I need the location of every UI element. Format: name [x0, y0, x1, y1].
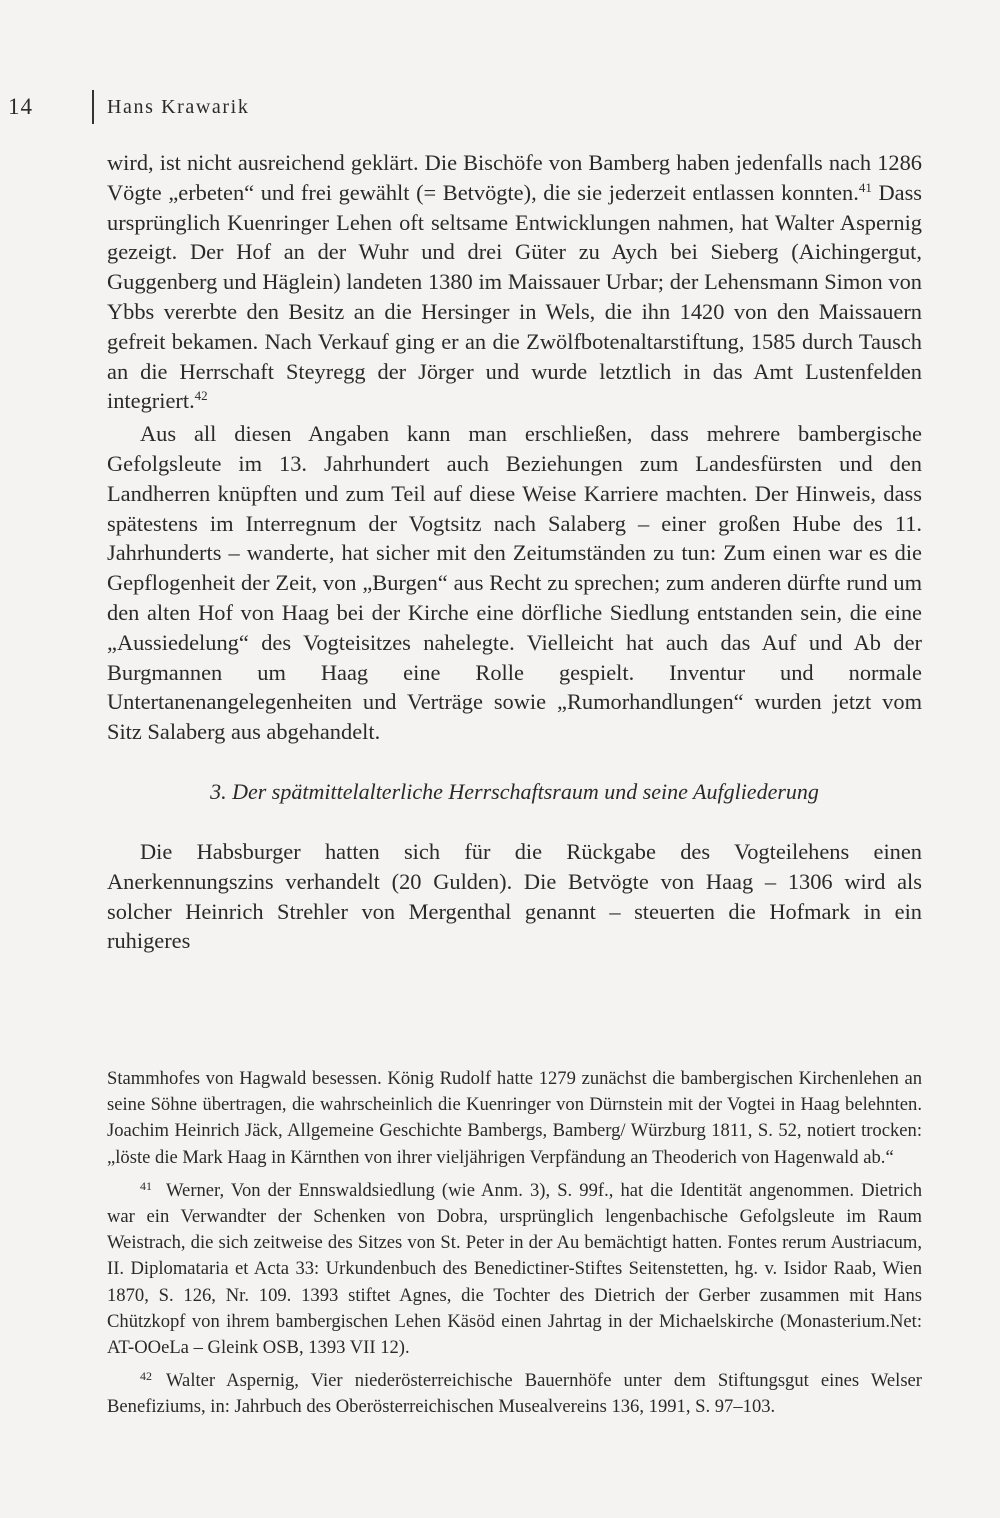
paragraph-3: Die Habsburger hatten sich für die Rückgabe des Vogteilehens einen Anerkennungszins verhandelt (20 Gulden). Die Betvögte von Haag – 1306 wird als solcher Heinrich Strehler von Mergenthal genannt – steuerten die Hofmark in ein ruhigeres [107, 838, 922, 954]
footnotes [107, 1066, 922, 1421]
footnote-41 [107, 1173, 922, 1361]
footnote-ref-41[interactable]: 41 [858, 180, 872, 195]
main-text [107, 148, 922, 956]
running-author: Hans Krawarik [107, 96, 250, 118]
footnote-number-41: 41 [140, 1178, 152, 1193]
footnote-text-41: Werner, Von der Ennswaldsiedlung (wie Anm. 3), S. 99f., hat die Identität angenommen. Dietrich war ein Verwandter der Schenken von Dobra, ursprünglich lengenbachische Gefolgsleute im Raum Weistrach, die sich zeitweise des Sitzes von St. Peter in der Au bemächtigt hatten. Fontes rerum Austriacum, II. Diplomataria et Acta 33: Urkundenbuch des Benedictiner-Stiftes Seitenstetten, hg. v. Isidor Raab, Wien 1870, S. 126, Nr. 109. 1393 stiftet Agnes, die Tochter des Dietrich der Gerber zusammen mit Hans Chützkopf von ihrem bambergischen Lehen Käsöd einen Jahrtag in der Michaelskirche (Monasterium.Net: AT-OOeLa – Gleink OSB, 1393 VII 12). [107, 1179, 922, 1359]
paragraph-2: Aus all diesen Angaben kann man erschließen, dass mehrere bambergische Gefolgsleute im 13. Jahrhundert auch Beziehungen zum Landesfürsten und den Landherren knüpften und zum Teil auf diese Weise Karriere machten. Der Hinweis, dass spätestens im Interregnum der Vogtsitz nach Salaberg – einer großen Hube des 11. Jahrhunderts – wanderte, hat sicher mit den Zeitumständen zu tun: Zum einen war es die Gepflogenheit der Zeit, von „Burgen“ aus Recht zu sprechen; zum anderen dürfte rund um den alten Hof von Haag bei der Kirche eine dörfliche Siedlung entstanden sein, die eine „Aussiedelung“ des Vogteisitzes nahelegte. Vielleicht hat auch das Auf und Ab der Burgmannen um Haag eine Rolle gespielt. Inventur und normale Untertanenangelegenheiten und Verträge sowie „Rumorhandlungen“ wurden jetzt vom Sitz Salaberg aus abgehandelt. [107, 421, 922, 745]
section-heading: 3. Der spätmittelalterliche Herrschaftsraum und seine Aufgliederung [210, 778, 819, 804]
footnote-text-42: Walter Aspernig, Vier niederösterreichische Bauernhöfe unter dem Stiftungsgut eines Welser Benefiziums, in: Jahrbuch des Oberösterreichischen Musealvereins 136, 1991, S. 97–103. [107, 1370, 922, 1418]
running-header [0, 88, 1000, 128]
paragraph-1: wird, ist nicht ausreichend geklärt. Die Bischöfe von Bamberg haben jedenfalls nach 1286 Vögte „erbeten“ und frei gewählt (= Betvögte), die sie jederzeit entlassen konnten.$^{41}$ Dass ursprünglich Kuenringer Lehen oft seltsame Entwicklungen nahmen, hat Walter Aspernig gezeigt. Der Hof an der Wuhr und drei Güter zu Aych bei Sieberg (Aichingergut, Guggenberg und Häglein) landeten 1380 im Maissauer Urbar; der Lehensmann Simon von Ybbs vererbte den Besitz an die Hersinger in Wels, die ihn 1420 von den Maissauern gefreit bekamen. Nach Verkauf ging er an die Zwölfbotenaltarstiftung, 1585 durch Tausch an die Herrschaft Steyregg der Jörger und wurde letztlich in das Amt Lustenfelden integriert.$^{42}$ [107, 150, 922, 414]
footnote-number-42: 42 [140, 1369, 152, 1384]
header-divider [92, 90, 94, 124]
footnote-continuation: Stammhofes von Hagwald besessen. König Rudolf hatte 1279 zunächst die bambergischen Kirchenlehen an seine Söhne übertragen, die wahrscheinlich die Kuenringer von Dürnstein mit der Vogtei in Haag belehnten. Joachim Heinrich Jäck, Allgemeine Geschichte Bambergs, Bamberg/ Würzburg 1811, S. 52, notiert trocken: „löste die Mark Haag in Kärnthen von ihrer vieljährigen Verpfändung an Theoderich von Hagenwald ab.“ [107, 1068, 922, 1168]
footnote-ref-42[interactable]: 42 [194, 388, 208, 404]
page-number: 14 [8, 94, 33, 119]
footnote-42 [107, 1363, 922, 1420]
